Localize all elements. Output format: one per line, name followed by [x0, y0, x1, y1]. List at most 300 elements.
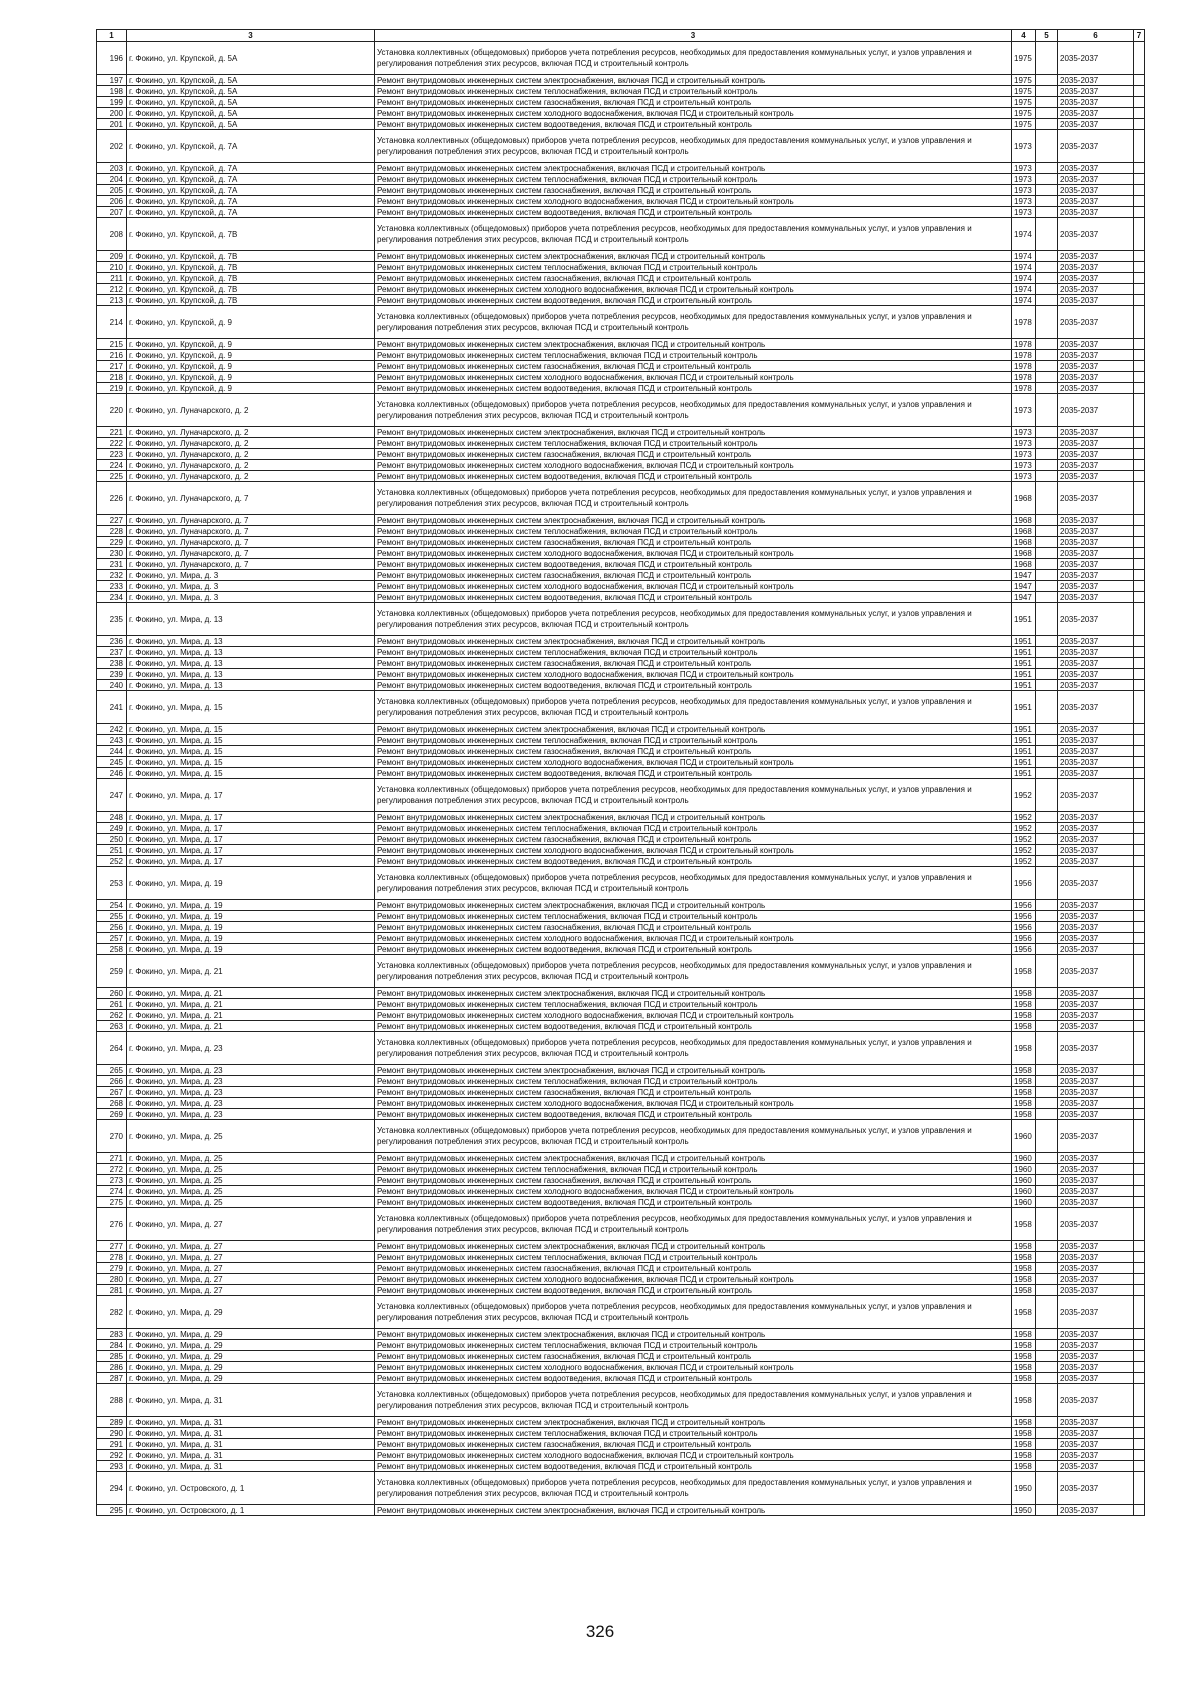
- address-cell: г. Фокино, ул. Луначарского, д. 2: [127, 460, 375, 471]
- table-row: [97, 1384, 1145, 1417]
- empty-cell: [1036, 537, 1058, 548]
- work-type-cell: Ремонт внутридомовых инженерных систем теплоснабжения, включая ПСД и строительный контроль: [375, 86, 1012, 97]
- period-cell: 2035-2037: [1058, 933, 1134, 944]
- empty-cell: [1134, 1153, 1145, 1164]
- empty-cell: [1134, 845, 1145, 856]
- work-type-cell: Ремонт внутридомовых инженерных систем холодного водоснабжения, включая ПСД и строительный контроль: [375, 1098, 1012, 1109]
- work-type-cell: Ремонт внутридомовых инженерных систем газоснабжения, включая ПСД и строительный контроль: [375, 1263, 1012, 1274]
- table-row: [97, 196, 1145, 207]
- year-cell: 1968: [1012, 526, 1036, 537]
- row-number: 281: [97, 1285, 127, 1296]
- address-cell: г. Фокино, ул. Островского, д. 1: [127, 1505, 375, 1516]
- table-row: [97, 1164, 1145, 1175]
- period-cell: 2035-2037: [1058, 768, 1134, 779]
- address-cell: г. Фокино, ул. Мира, д. 13: [127, 658, 375, 669]
- period-cell: 2035-2037: [1058, 1373, 1134, 1384]
- row-number: 227: [97, 515, 127, 526]
- empty-cell: [1036, 383, 1058, 394]
- year-cell: 1968: [1012, 559, 1036, 570]
- period-cell: 2035-2037: [1058, 1439, 1134, 1450]
- work-type-cell: Ремонт внутридомовых инженерных систем электроснабжения, включая ПСД и строительный контроль: [375, 1505, 1012, 1516]
- work-type-cell: Ремонт внутридомовых инженерных систем электроснабжения, включая ПСД и строительный контроль: [375, 427, 1012, 438]
- address-cell: г. Фокино, ул. Островского, д. 1: [127, 1472, 375, 1505]
- empty-cell: [1036, 845, 1058, 856]
- row-number: 230: [97, 548, 127, 559]
- address-cell: г. Фокино, ул. Мира, д. 29: [127, 1351, 375, 1362]
- empty-cell: [1036, 1285, 1058, 1296]
- empty-cell: [1134, 922, 1145, 933]
- year-cell: 1952: [1012, 834, 1036, 845]
- row-number: 209: [97, 251, 127, 262]
- empty-cell: [1036, 471, 1058, 482]
- work-type-cell: Ремонт внутридомовых инженерных систем теплоснабжения, включая ПСД и строительный контроль: [375, 1428, 1012, 1439]
- work-type-cell: Ремонт внутридомовых инженерных систем холодного водоснабжения, включая ПСД и строительный контроль: [375, 548, 1012, 559]
- address-cell: г. Фокино, ул. Крупской, д. 9: [127, 383, 375, 394]
- empty-cell: [1036, 515, 1058, 526]
- row-number: 260: [97, 988, 127, 999]
- empty-cell: [1036, 592, 1058, 603]
- empty-cell: [1036, 273, 1058, 284]
- period-cell: 2035-2037: [1058, 515, 1134, 526]
- table-row: [97, 834, 1145, 845]
- year-cell: 1956: [1012, 867, 1036, 900]
- empty-cell: [1036, 1296, 1058, 1329]
- row-number: 228: [97, 526, 127, 537]
- table-row: [97, 262, 1145, 273]
- empty-cell: [1134, 108, 1145, 119]
- address-cell: г. Фокино, ул. Мира, д. 25: [127, 1186, 375, 1197]
- work-type-cell: Ремонт внутридомовых инженерных систем электроснабжения, включая ПСД и строительный контроль: [375, 1417, 1012, 1428]
- year-cell: 1956: [1012, 922, 1036, 933]
- year-cell: 1958: [1012, 1340, 1036, 1351]
- table-body: [97, 42, 1145, 1516]
- row-number: 292: [97, 1450, 127, 1461]
- work-type-cell: Ремонт внутридомовых инженерных систем водоотведения, включая ПСД и строительный контроль: [375, 944, 1012, 955]
- empty-cell: [1134, 1109, 1145, 1120]
- address-cell: г. Фокино, ул. Крупской, д. 7А: [127, 174, 375, 185]
- address-cell: г. Фокино, ул. Мира, д. 31: [127, 1450, 375, 1461]
- table-row: [97, 1450, 1145, 1461]
- address-cell: г. Фокино, ул. Мира, д. 23: [127, 1032, 375, 1065]
- year-cell: 1958: [1012, 1296, 1036, 1329]
- work-type-cell: Установка коллективных (общедомовых) приборов учета потребления ресурсов, необходимых для предоставления коммунальных услуг, и узлов управления и регулирования потребления этих ресурсов, включая ПСД и строительный контроль: [375, 691, 1012, 724]
- empty-cell: [1134, 1186, 1145, 1197]
- empty-cell: [1134, 383, 1145, 394]
- row-number: 234: [97, 592, 127, 603]
- year-cell: 1958: [1012, 1241, 1036, 1252]
- year-cell: 1974: [1012, 284, 1036, 295]
- year-cell: 1978: [1012, 306, 1036, 339]
- empty-cell: [1134, 999, 1145, 1010]
- row-number: 196: [97, 42, 127, 75]
- table-row: [97, 130, 1145, 163]
- period-cell: 2035-2037: [1058, 559, 1134, 570]
- row-number: 258: [97, 944, 127, 955]
- empty-cell: [1134, 1472, 1145, 1505]
- year-cell: 1973: [1012, 196, 1036, 207]
- table-row: [97, 647, 1145, 658]
- year-cell: 1951: [1012, 669, 1036, 680]
- year-cell: 1978: [1012, 339, 1036, 350]
- table-row: [97, 42, 1145, 75]
- year-cell: 1958: [1012, 1076, 1036, 1087]
- table-row: [97, 823, 1145, 834]
- work-type-cell: Ремонт внутридомовых инженерных систем электроснабжения, включая ПСД и строительный контроль: [375, 812, 1012, 823]
- address-cell: г. Фокино, ул. Луначарского, д. 2: [127, 394, 375, 427]
- address-cell: г. Фокино, ул. Мира, д. 25: [127, 1153, 375, 1164]
- empty-cell: [1036, 1109, 1058, 1120]
- table-row: [97, 306, 1145, 339]
- empty-cell: [1134, 119, 1145, 130]
- row-number: 285: [97, 1351, 127, 1362]
- table-row: [97, 724, 1145, 735]
- empty-cell: [1134, 988, 1145, 999]
- period-cell: 2035-2037: [1058, 1076, 1134, 1087]
- period-cell: 2035-2037: [1058, 1450, 1134, 1461]
- table-row: [97, 427, 1145, 438]
- work-type-cell: Ремонт внутридомовых инженерных систем теплоснабжения, включая ПСД и строительный контроль: [375, 823, 1012, 834]
- period-cell: 2035-2037: [1058, 845, 1134, 856]
- work-type-cell: Ремонт внутридомовых инженерных систем водоотведения, включая ПСД и строительный контроль: [375, 471, 1012, 482]
- period-cell: 2035-2037: [1058, 306, 1134, 339]
- address-cell: г. Фокино, ул. Мира, д. 17: [127, 834, 375, 845]
- work-type-cell: Ремонт внутридомовых инженерных систем холодного водоснабжения, включая ПСД и строительный контроль: [375, 669, 1012, 680]
- year-cell: 1978: [1012, 350, 1036, 361]
- address-cell: г. Фокино, ул. Мира, д. 27: [127, 1208, 375, 1241]
- table-row: [97, 1362, 1145, 1373]
- work-type-cell: Ремонт внутридомовых инженерных систем холодного водоснабжения, включая ПСД и строительный контроль: [375, 1362, 1012, 1373]
- row-number: 265: [97, 1065, 127, 1076]
- year-cell: 1960: [1012, 1175, 1036, 1186]
- work-type-cell: Ремонт внутридомовых инженерных систем водоотведения, включая ПСД и строительный контроль: [375, 207, 1012, 218]
- row-number: 238: [97, 658, 127, 669]
- empty-cell: [1036, 669, 1058, 680]
- empty-cell: [1134, 1296, 1145, 1329]
- period-cell: 2035-2037: [1058, 1263, 1134, 1274]
- period-cell: 2035-2037: [1058, 691, 1134, 724]
- row-number: 279: [97, 1263, 127, 1274]
- work-type-cell: Ремонт внутридомовых инженерных систем водоотведения, включая ПСД и строительный контроль: [375, 295, 1012, 306]
- empty-cell: [1134, 97, 1145, 108]
- year-cell: 1973: [1012, 460, 1036, 471]
- year-cell: 1952: [1012, 812, 1036, 823]
- address-cell: г. Фокино, ул. Крупской, д. 9: [127, 350, 375, 361]
- period-cell: 2035-2037: [1058, 1428, 1134, 1439]
- year-cell: 1958: [1012, 988, 1036, 999]
- period-cell: 2035-2037: [1058, 482, 1134, 515]
- empty-cell: [1134, 1439, 1145, 1450]
- empty-cell: [1036, 1439, 1058, 1450]
- empty-cell: [1134, 394, 1145, 427]
- row-number: 223: [97, 449, 127, 460]
- empty-cell: [1134, 262, 1145, 273]
- year-cell: 1958: [1012, 1021, 1036, 1032]
- table-row: [97, 955, 1145, 988]
- row-number: 274: [97, 1186, 127, 1197]
- period-cell: 2035-2037: [1058, 262, 1134, 273]
- table-row: [97, 1241, 1145, 1252]
- empty-cell: [1134, 1362, 1145, 1373]
- empty-cell: [1134, 1373, 1145, 1384]
- period-cell: 2035-2037: [1058, 42, 1134, 75]
- address-cell: г. Фокино, ул. Мира, д. 15: [127, 768, 375, 779]
- table-row: [97, 1120, 1145, 1153]
- work-type-cell: Ремонт внутридомовых инженерных систем холодного водоснабжения, включая ПСД и строительный контроль: [375, 460, 1012, 471]
- empty-cell: [1036, 691, 1058, 724]
- row-number: 222: [97, 438, 127, 449]
- address-cell: г. Фокино, ул. Мира, д. 13: [127, 603, 375, 636]
- year-cell: 1958: [1012, 1252, 1036, 1263]
- empty-cell: [1036, 1252, 1058, 1263]
- empty-cell: [1036, 955, 1058, 988]
- work-type-cell: Ремонт внутридомовых инженерных систем холодного водоснабжения, включая ПСД и строительный контроль: [375, 196, 1012, 207]
- table-row: [97, 119, 1145, 130]
- address-cell: г. Фокино, ул. Крупской, д. 7А: [127, 130, 375, 163]
- year-cell: 1960: [1012, 1197, 1036, 1208]
- period-cell: 2035-2037: [1058, 394, 1134, 427]
- work-type-cell: Ремонт внутридомовых инженерных систем теплоснабжения, включая ПСД и строительный контроль: [375, 1252, 1012, 1263]
- work-type-cell: Ремонт внутридомовых инженерных систем теплоснабжения, включая ПСД и строительный контроль: [375, 438, 1012, 449]
- year-cell: 1958: [1012, 1065, 1036, 1076]
- period-cell: 2035-2037: [1058, 955, 1134, 988]
- table-row: [97, 75, 1145, 86]
- row-number: 231: [97, 559, 127, 570]
- address-cell: г. Фокино, ул. Мира, д. 21: [127, 988, 375, 999]
- table-row: [97, 999, 1145, 1010]
- period-cell: 2035-2037: [1058, 1164, 1134, 1175]
- work-type-cell: Ремонт внутридомовых инженерных систем электроснабжения, включая ПСД и строительный контроль: [375, 339, 1012, 350]
- empty-cell: [1036, 306, 1058, 339]
- row-number: 286: [97, 1362, 127, 1373]
- row-number: 268: [97, 1098, 127, 1109]
- period-cell: 2035-2037: [1058, 1197, 1134, 1208]
- table-row: [97, 900, 1145, 911]
- table-row: [97, 1285, 1145, 1296]
- address-cell: г. Фокино, ул. Мира, д. 17: [127, 845, 375, 856]
- address-cell: г. Фокино, ул. Луначарского, д. 7: [127, 526, 375, 537]
- empty-cell: [1134, 1087, 1145, 1098]
- work-type-cell: Ремонт внутридомовых инженерных систем водоотведения, включая ПСД и строительный контроль: [375, 1461, 1012, 1472]
- empty-cell: [1036, 196, 1058, 207]
- period-cell: 2035-2037: [1058, 1472, 1134, 1505]
- period-cell: 2035-2037: [1058, 757, 1134, 768]
- period-cell: 2035-2037: [1058, 427, 1134, 438]
- address-cell: г. Фокино, ул. Мира, д. 3: [127, 570, 375, 581]
- work-type-cell: Ремонт внутридомовых инженерных систем электроснабжения, включая ПСД и строительный контроль: [375, 251, 1012, 262]
- table-row: [97, 757, 1145, 768]
- work-type-cell: Ремонт внутридомовых инженерных систем водоотведения, включая ПСД и строительный контроль: [375, 559, 1012, 570]
- empty-cell: [1036, 1164, 1058, 1175]
- table-row: [97, 449, 1145, 460]
- empty-cell: [1036, 284, 1058, 295]
- empty-cell: [1036, 1329, 1058, 1340]
- work-type-cell: Ремонт внутридомовых инженерных систем холодного водоснабжения, включая ПСД и строительный контроль: [375, 933, 1012, 944]
- header-col-2: 3: [127, 30, 375, 42]
- empty-cell: [1036, 108, 1058, 119]
- empty-cell: [1036, 1197, 1058, 1208]
- table-row: [97, 482, 1145, 515]
- work-type-cell: Ремонт внутридомовых инженерных систем холодного водоснабжения, включая ПСД и строительный контроль: [375, 845, 1012, 856]
- address-cell: г. Фокино, ул. Луначарского, д. 2: [127, 449, 375, 460]
- empty-cell: [1134, 1021, 1145, 1032]
- address-cell: г. Фокино, ул. Луначарского, д. 7: [127, 548, 375, 559]
- work-type-cell: Ремонт внутридомовых инженерных систем водоотведения, включая ПСД и строительный контроль: [375, 1373, 1012, 1384]
- row-number: 293: [97, 1461, 127, 1472]
- year-cell: 1951: [1012, 636, 1036, 647]
- period-cell: 2035-2037: [1058, 1362, 1134, 1373]
- address-cell: г. Фокино, ул. Мира, д. 21: [127, 1010, 375, 1021]
- address-cell: г. Фокино, ул. Крупской, д. 7В: [127, 284, 375, 295]
- address-cell: г. Фокино, ул. Мира, д. 19: [127, 867, 375, 900]
- period-cell: 2035-2037: [1058, 1153, 1134, 1164]
- row-number: 239: [97, 669, 127, 680]
- address-cell: г. Фокино, ул. Мира, д. 3: [127, 592, 375, 603]
- work-type-cell: Установка коллективных (общедомовых) приборов учета потребления ресурсов, необходимых для предоставления коммунальных услуг, и узлов управления и регулирования потребления этих ресурсов, включая ПСД и строительный контроль: [375, 306, 1012, 339]
- empty-cell: [1134, 768, 1145, 779]
- row-number: 245: [97, 757, 127, 768]
- year-cell: 1951: [1012, 680, 1036, 691]
- empty-cell: [1036, 482, 1058, 515]
- year-cell: 1951: [1012, 735, 1036, 746]
- table-header-row: [97, 30, 1145, 42]
- period-cell: 2035-2037: [1058, 449, 1134, 460]
- row-number: 205: [97, 185, 127, 196]
- table-row: [97, 218, 1145, 251]
- row-number: 256: [97, 922, 127, 933]
- empty-cell: [1036, 1461, 1058, 1472]
- empty-cell: [1036, 658, 1058, 669]
- year-cell: 1975: [1012, 42, 1036, 75]
- table-row: [97, 636, 1145, 647]
- empty-cell: [1134, 1450, 1145, 1461]
- period-cell: 2035-2037: [1058, 361, 1134, 372]
- table-row: [97, 779, 1145, 812]
- row-number: 261: [97, 999, 127, 1010]
- address-cell: г. Фокино, ул. Крупской, д. 7А: [127, 196, 375, 207]
- work-type-cell: Ремонт внутридомовых инженерных систем холодного водоснабжения, включая ПСД и строительный контроль: [375, 284, 1012, 295]
- work-type-cell: Ремонт внутридомовых инженерных систем электроснабжения, включая ПСД и строительный контроль: [375, 724, 1012, 735]
- address-cell: г. Фокино, ул. Мира, д. 19: [127, 922, 375, 933]
- work-type-cell: Ремонт внутридомовых инженерных систем газоснабжения, включая ПСД и строительный контроль: [375, 1087, 1012, 1098]
- year-cell: 1974: [1012, 295, 1036, 306]
- row-number: 233: [97, 581, 127, 592]
- empty-cell: [1134, 1098, 1145, 1109]
- address-cell: г. Фокино, ул. Мира, д. 29: [127, 1329, 375, 1340]
- empty-cell: [1134, 284, 1145, 295]
- period-cell: 2035-2037: [1058, 1065, 1134, 1076]
- row-number: 224: [97, 460, 127, 471]
- work-type-cell: Установка коллективных (общедомовых) приборов учета потребления ресурсов, необходимых для предоставления коммунальных услуг, и узлов управления и регулирования потребления этих ресурсов, включая ПСД и строительный контроль: [375, 218, 1012, 251]
- row-number: 232: [97, 570, 127, 581]
- period-cell: 2035-2037: [1058, 592, 1134, 603]
- year-cell: 1958: [1012, 1461, 1036, 1472]
- empty-cell: [1134, 856, 1145, 867]
- year-cell: 1960: [1012, 1120, 1036, 1153]
- empty-cell: [1036, 680, 1058, 691]
- work-type-cell: Ремонт внутридомовых инженерных систем водоотведения, включая ПСД и строительный контроль: [375, 1197, 1012, 1208]
- table-row: [97, 669, 1145, 680]
- table-row: [97, 1417, 1145, 1428]
- address-cell: г. Фокино, ул. Мира, д. 23: [127, 1076, 375, 1087]
- period-cell: 2035-2037: [1058, 1021, 1134, 1032]
- period-cell: 2035-2037: [1058, 1351, 1134, 1362]
- work-type-cell: Ремонт внутридомовых инженерных систем газоснабжения, включая ПСД и строительный контроль: [375, 1175, 1012, 1186]
- row-number: 289: [97, 1417, 127, 1428]
- empty-cell: [1036, 1120, 1058, 1153]
- empty-cell: [1134, 724, 1145, 735]
- row-number: 290: [97, 1428, 127, 1439]
- empty-cell: [1036, 1417, 1058, 1428]
- table-row: [97, 1340, 1145, 1351]
- year-cell: 1973: [1012, 394, 1036, 427]
- year-cell: 1973: [1012, 130, 1036, 163]
- work-type-cell: Ремонт внутридомовых инженерных систем водоотведения, включая ПСД и строительный контроль: [375, 592, 1012, 603]
- table-row: [97, 691, 1145, 724]
- table-row: [97, 922, 1145, 933]
- empty-cell: [1036, 911, 1058, 922]
- row-number: 219: [97, 383, 127, 394]
- work-type-cell: Ремонт внутридомовых инженерных систем газоснабжения, включая ПСД и строительный контроль: [375, 746, 1012, 757]
- empty-cell: [1134, 1384, 1145, 1417]
- empty-cell: [1036, 922, 1058, 933]
- empty-cell: [1134, 86, 1145, 97]
- address-cell: г. Фокино, ул. Мира, д. 25: [127, 1175, 375, 1186]
- work-type-cell: Ремонт внутридомовых инженерных систем теплоснабжения, включая ПСД и строительный контроль: [375, 911, 1012, 922]
- year-cell: 1956: [1012, 911, 1036, 922]
- period-cell: 2035-2037: [1058, 1340, 1134, 1351]
- empty-cell: [1036, 768, 1058, 779]
- row-number: 198: [97, 86, 127, 97]
- work-type-cell: Ремонт внутридомовых инженерных систем электроснабжения, включая ПСД и строительный контроль: [375, 900, 1012, 911]
- empty-cell: [1036, 394, 1058, 427]
- address-cell: г. Фокино, ул. Мира, д. 17: [127, 823, 375, 834]
- table-row: [97, 1505, 1145, 1516]
- empty-cell: [1134, 570, 1145, 581]
- empty-cell: [1134, 944, 1145, 955]
- row-number: 218: [97, 372, 127, 383]
- period-cell: 2035-2037: [1058, 1252, 1134, 1263]
- address-cell: г. Фокино, ул. Мира, д. 29: [127, 1362, 375, 1373]
- empty-cell: [1134, 1428, 1145, 1439]
- address-cell: г. Фокино, ул. Мира, д. 15: [127, 724, 375, 735]
- empty-cell: [1036, 1087, 1058, 1098]
- empty-cell: [1036, 724, 1058, 735]
- table-row: [97, 1263, 1145, 1274]
- address-cell: г. Фокино, ул. Мира, д. 29: [127, 1340, 375, 1351]
- year-cell: 1968: [1012, 548, 1036, 559]
- empty-cell: [1134, 823, 1145, 834]
- empty-cell: [1036, 856, 1058, 867]
- empty-cell: [1036, 1065, 1058, 1076]
- empty-cell: [1134, 757, 1145, 768]
- empty-cell: [1134, 339, 1145, 350]
- empty-cell: [1134, 251, 1145, 262]
- empty-cell: [1134, 1285, 1145, 1296]
- work-type-cell: Ремонт внутридомовых инженерных систем холодного водоснабжения, включая ПСД и строительный контроль: [375, 1010, 1012, 1021]
- work-type-cell: Ремонт внутридомовых инженерных систем холодного водоснабжения, включая ПСД и строительный контроль: [375, 108, 1012, 119]
- empty-cell: [1134, 174, 1145, 185]
- period-cell: 2035-2037: [1058, 1175, 1134, 1186]
- work-type-cell: Ремонт внутридомовых инженерных систем электроснабжения, включая ПСД и строительный контроль: [375, 1065, 1012, 1076]
- period-cell: 2035-2037: [1058, 295, 1134, 306]
- empty-cell: [1134, 196, 1145, 207]
- work-type-cell: Ремонт внутридомовых инженерных систем водоотведения, включая ПСД и строительный контроль: [375, 680, 1012, 691]
- table-row: [97, 988, 1145, 999]
- empty-cell: [1036, 559, 1058, 570]
- period-cell: 2035-2037: [1058, 834, 1134, 845]
- address-cell: г. Фокино, ул. Крупской, д. 7В: [127, 218, 375, 251]
- year-cell: 1952: [1012, 856, 1036, 867]
